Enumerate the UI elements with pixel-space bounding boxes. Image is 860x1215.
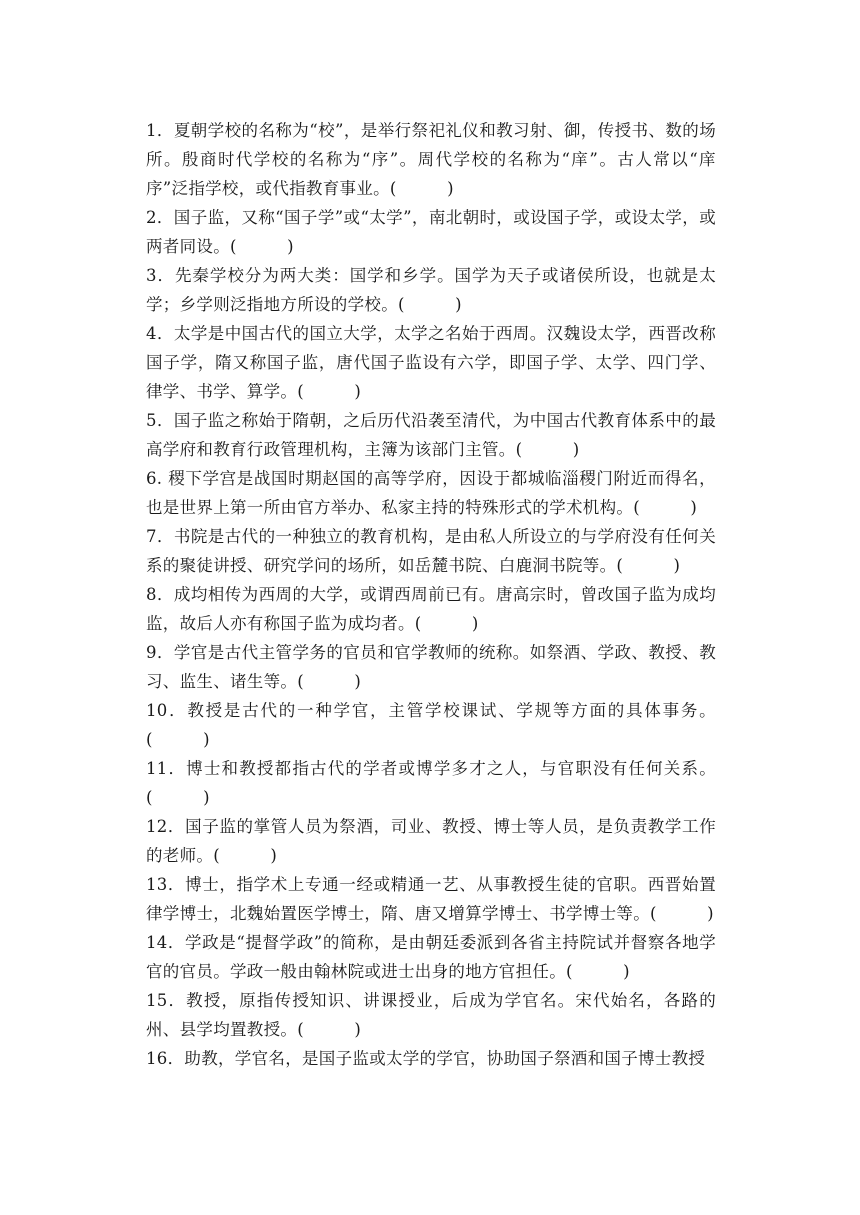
question-list <box>146 116 716 1073</box>
question-1: 1．夏朝学校的名称为“校”，是举行祭祀礼仪和教习射、御，传授书、数的场所。殷商时代学校的名称为“序”。周代学校的名称为“庠”。古人常以“庠序”泛指学校，或代指教育事业。( ) <box>146 121 716 198</box>
question-6: 6. 稷下学宫是战国时期赵国的高等学府，因设于都城临淄稷门附近而得名，也是世界上第一所由官方举办、私家主持的特殊形式的学术机构。( ) <box>146 469 716 517</box>
question-14: 14．学政是“提督学政”的简称，是由朝廷委派到各省主持院试并督察各地学官的官员。学政一般由翰林院或进士出身的地方官担任。( ) <box>146 933 716 981</box>
question-3: 3．先秦学校分为两大类：国学和乡学。国学为天子或诸侯所设，也就是太学；乡学则泛指地方所设的学校。( ) <box>146 266 716 314</box>
question-15: 15．教授，原指传授知识、讲课授业，后成为学官名。宋代始名，各路的州、县学均置教授。( ) <box>146 991 716 1039</box>
question-8: 8．成均相传为西周的大学，或谓西周前已有。唐高宗时，曾改国子监为成均监，故后人亦有称国子监为成均者。( ) <box>146 585 716 633</box>
question-16: 16．助教，学官名，是国子监或太学的学官，协助国子祭酒和国子博士教授 <box>146 1049 706 1068</box>
question-11: 11．博士和教授都指古代的学者或博学多才之人，与官职没有任何关系。( ) <box>146 759 716 807</box>
question-4: 4．太学是中国古代的国立大学，太学之名始于西周。汉魏设太学，西晋改称国子学，隋又称国子监，唐代国子监设有六学，即国子学、太学、四门学、律学、书学、算学。( ) <box>146 324 716 401</box>
question-7: 7．书院是古代的一种独立的教育机构，是由私人所设立的与学府没有任何关系的聚徒讲授、研究学问的场所，如岳麓书院、白鹿洞书院等。( ) <box>146 527 716 575</box>
question-5: 5．国子监之称始于隋朝，之后历代沿袭至清代，为中国古代教育体系中的最高学府和教育行政管理机构，主簿为该部门主管。( ) <box>146 411 716 459</box>
question-2: 2．国子监，又称“国子学”或“太学”，南北朝时，或设国子学，或设太学，或两者同设。( ) <box>146 208 716 256</box>
question-10: 10．教授是古代的一种学官，主管学校课试、学规等方面的具体事务。( ) <box>146 701 716 749</box>
question-12: 12．国子监的掌管人员为祭酒，司业、教授、博士等人员，是负责教学工作的老师。( ) <box>146 817 716 865</box>
question-9: 9．学官是古代主管学务的官员和官学教师的统称。如祭酒、学政、教授、教习、监生、诸生等。( ) <box>146 643 716 691</box>
question-13: 13．博士，指学术上专通一经或精通一艺、从事教授生徒的官职。西晋始置律学博士，北魏始置医学博士，隋、唐又增算学博士、书学博士等。( ) <box>146 875 716 923</box>
